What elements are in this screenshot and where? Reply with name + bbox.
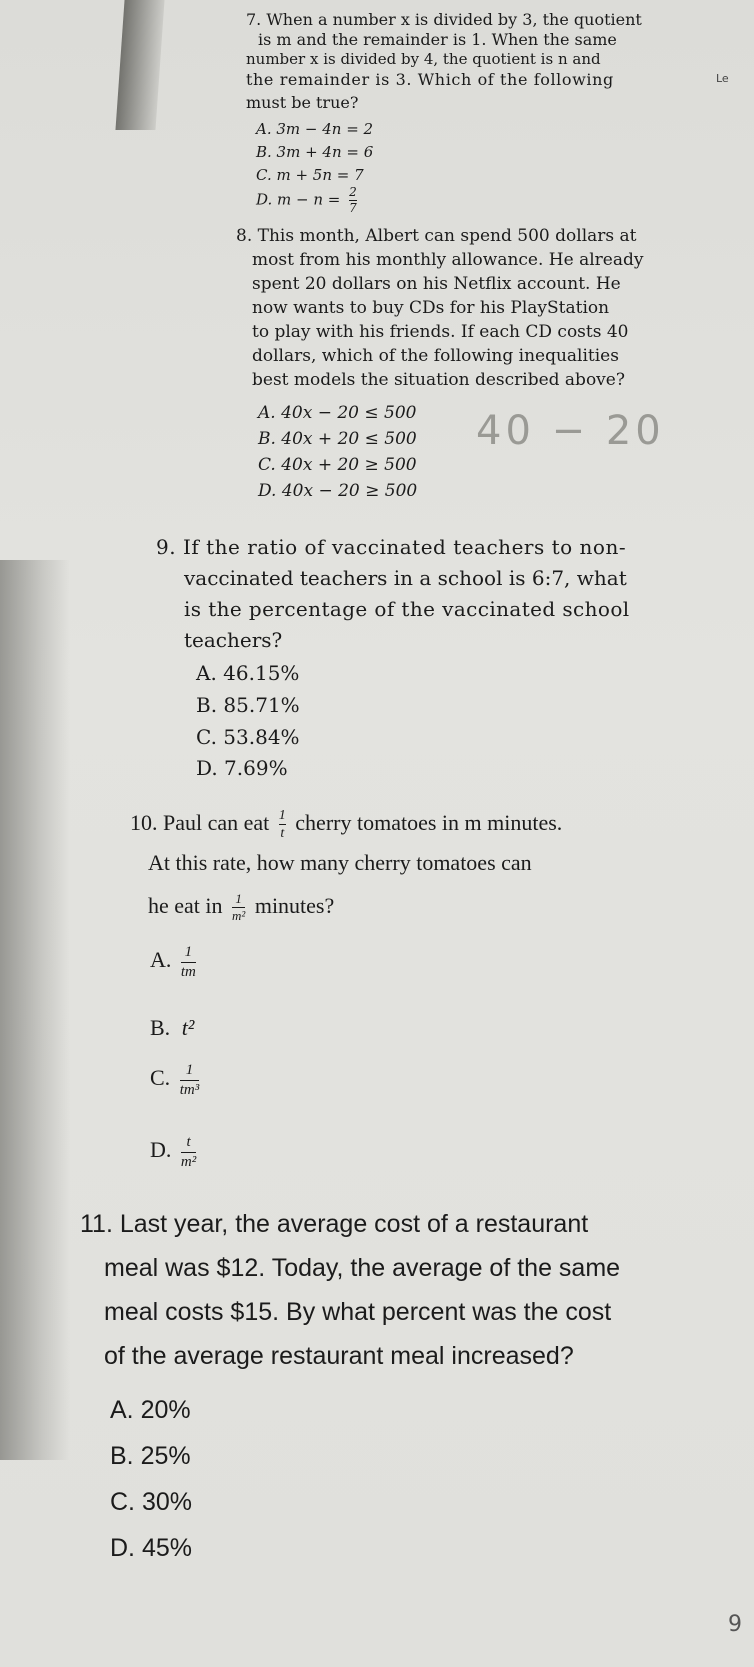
q11-option-c: C. 30%: [110, 1488, 192, 1516]
fraction-numerator: 2: [349, 185, 357, 199]
fraction-numerator: 1: [278, 808, 286, 823]
q9-line-4: teachers?: [184, 628, 283, 652]
q10-option-a: [150, 944, 200, 980]
fraction-denominator: t: [280, 826, 285, 842]
q11-option-d: D. 45%: [110, 1534, 192, 1562]
page-shadow-left: [0, 560, 70, 1460]
q8-line-2: most from his monthly allowance. He already: [252, 250, 644, 270]
option-value: t²: [181, 1015, 195, 1040]
q8-line-5: to play with his friends. If each CD costs 40: [252, 322, 629, 342]
q8-line-6: dollars, which of the following inequalities: [252, 346, 619, 366]
q8-line-3: spent 20 dollars on his Netflix account. He: [252, 274, 621, 294]
option-label: C.: [150, 1065, 171, 1091]
fraction-numerator: t: [186, 1134, 191, 1150]
q7-option-d: [256, 186, 361, 215]
q10-line-3-fraction: [232, 892, 245, 924]
q9-line-1: 9. If the ratio of vaccinated teachers to non-: [156, 535, 627, 559]
q9-option-a: A. 46.15%: [196, 661, 300, 685]
q7-line-3: number x is divided by 4, the quotient is n and: [246, 50, 601, 68]
q11-line-3: meal costs $15. By what percent was the cost: [104, 1298, 612, 1326]
fraction-denominator: tm: [180, 963, 196, 980]
fraction-denominator: tm³: [179, 1081, 200, 1098]
q11-option-b: B. 25%: [110, 1442, 191, 1470]
q10-option-c: [150, 1062, 203, 1098]
page-shadow-top: [115, 0, 164, 130]
q9-line-3: is the percentage of the vaccinated school: [184, 597, 630, 621]
q8-option-c: C. 40x + 20 ≥ 500: [258, 455, 417, 475]
q10-line-3-post: minutes?: [254, 892, 335, 918]
q7-option-c: C. m + 5n = 7: [256, 166, 364, 184]
q8-option-a: A. 40x − 20 ≤ 500: [258, 403, 417, 423]
q11-option-a: A. 20%: [110, 1396, 191, 1424]
q10-option-d: [150, 1134, 200, 1170]
q9-option-d: D. 7.69%: [196, 756, 288, 780]
q10-option-b: [150, 1015, 194, 1041]
q8-line-7: best models the situation described above?: [252, 370, 625, 390]
edge-text: Le: [716, 72, 729, 85]
q10-line-1-pre: 10. Paul can eat: [130, 809, 270, 835]
q7-line-4: the remainder is 3. Which of the following: [246, 70, 614, 89]
fraction-numerator: 1: [184, 944, 193, 960]
q10-option-c-fraction: [180, 1062, 200, 1098]
q9-option-b: B. 85.71%: [196, 693, 300, 717]
q7-line-1: 7. When a number x is divided by 3, the quotient: [246, 10, 642, 29]
q7-line-5: must be true?: [246, 93, 359, 112]
q7-option-d-text: D. m − n =: [256, 190, 341, 209]
fraction-denominator: m²: [232, 908, 246, 924]
option-label: B.: [150, 1015, 171, 1040]
q10-option-d-fraction: [181, 1134, 196, 1170]
q11-line-2: meal was $12. Today, the average of the same: [104, 1254, 621, 1282]
q8-handwriting: 40 − 20: [476, 408, 665, 454]
q7-option-b: B. 3m + 4n = 6: [256, 143, 374, 161]
fraction-denominator: m²: [180, 1153, 197, 1170]
q10-line-1: [130, 808, 562, 842]
q9-option-c: C. 53.84%: [196, 725, 300, 749]
q7-option-d-fraction: [349, 186, 357, 215]
q11-line-4: of the average restaurant meal increased?: [104, 1342, 574, 1370]
q10-line-3: [148, 892, 334, 924]
fraction-numerator: 1: [185, 1062, 194, 1078]
option-label: D.: [150, 1137, 172, 1163]
option-label: A.: [150, 947, 172, 973]
q11-line-1: 11. Last year, the average cost of a restaurant: [80, 1210, 589, 1238]
q9-line-2: vaccinated teachers in a school is 6:7, what: [184, 566, 627, 590]
q7-line-2: is m and the remainder is 1. When the same: [258, 30, 617, 49]
q8-option-d: D. 40x − 20 ≥ 500: [258, 481, 418, 501]
page-number: 9: [728, 1612, 742, 1637]
q10-option-a-fraction: [181, 944, 196, 980]
q10-line-3-pre: he eat in: [148, 892, 223, 918]
q8-line-1: 8. This month, Albert can spend 500 dollars at: [236, 226, 637, 246]
q7-option-a: A. 3m − 4n = 2: [256, 120, 374, 138]
q8-line-4: now wants to buy CDs for his PlayStation: [252, 298, 610, 318]
fraction-numerator: 1: [235, 891, 242, 906]
q10-line-1-post: cherry tomatoes in m minutes.: [295, 809, 563, 835]
q10-line-1-fraction: [279, 808, 286, 842]
q10-line-2: At this rate, how many cherry tomatoes can: [148, 850, 532, 875]
q8-option-b: B. 40x + 20 ≤ 500: [258, 429, 417, 449]
fraction-denominator: 7: [349, 201, 357, 216]
